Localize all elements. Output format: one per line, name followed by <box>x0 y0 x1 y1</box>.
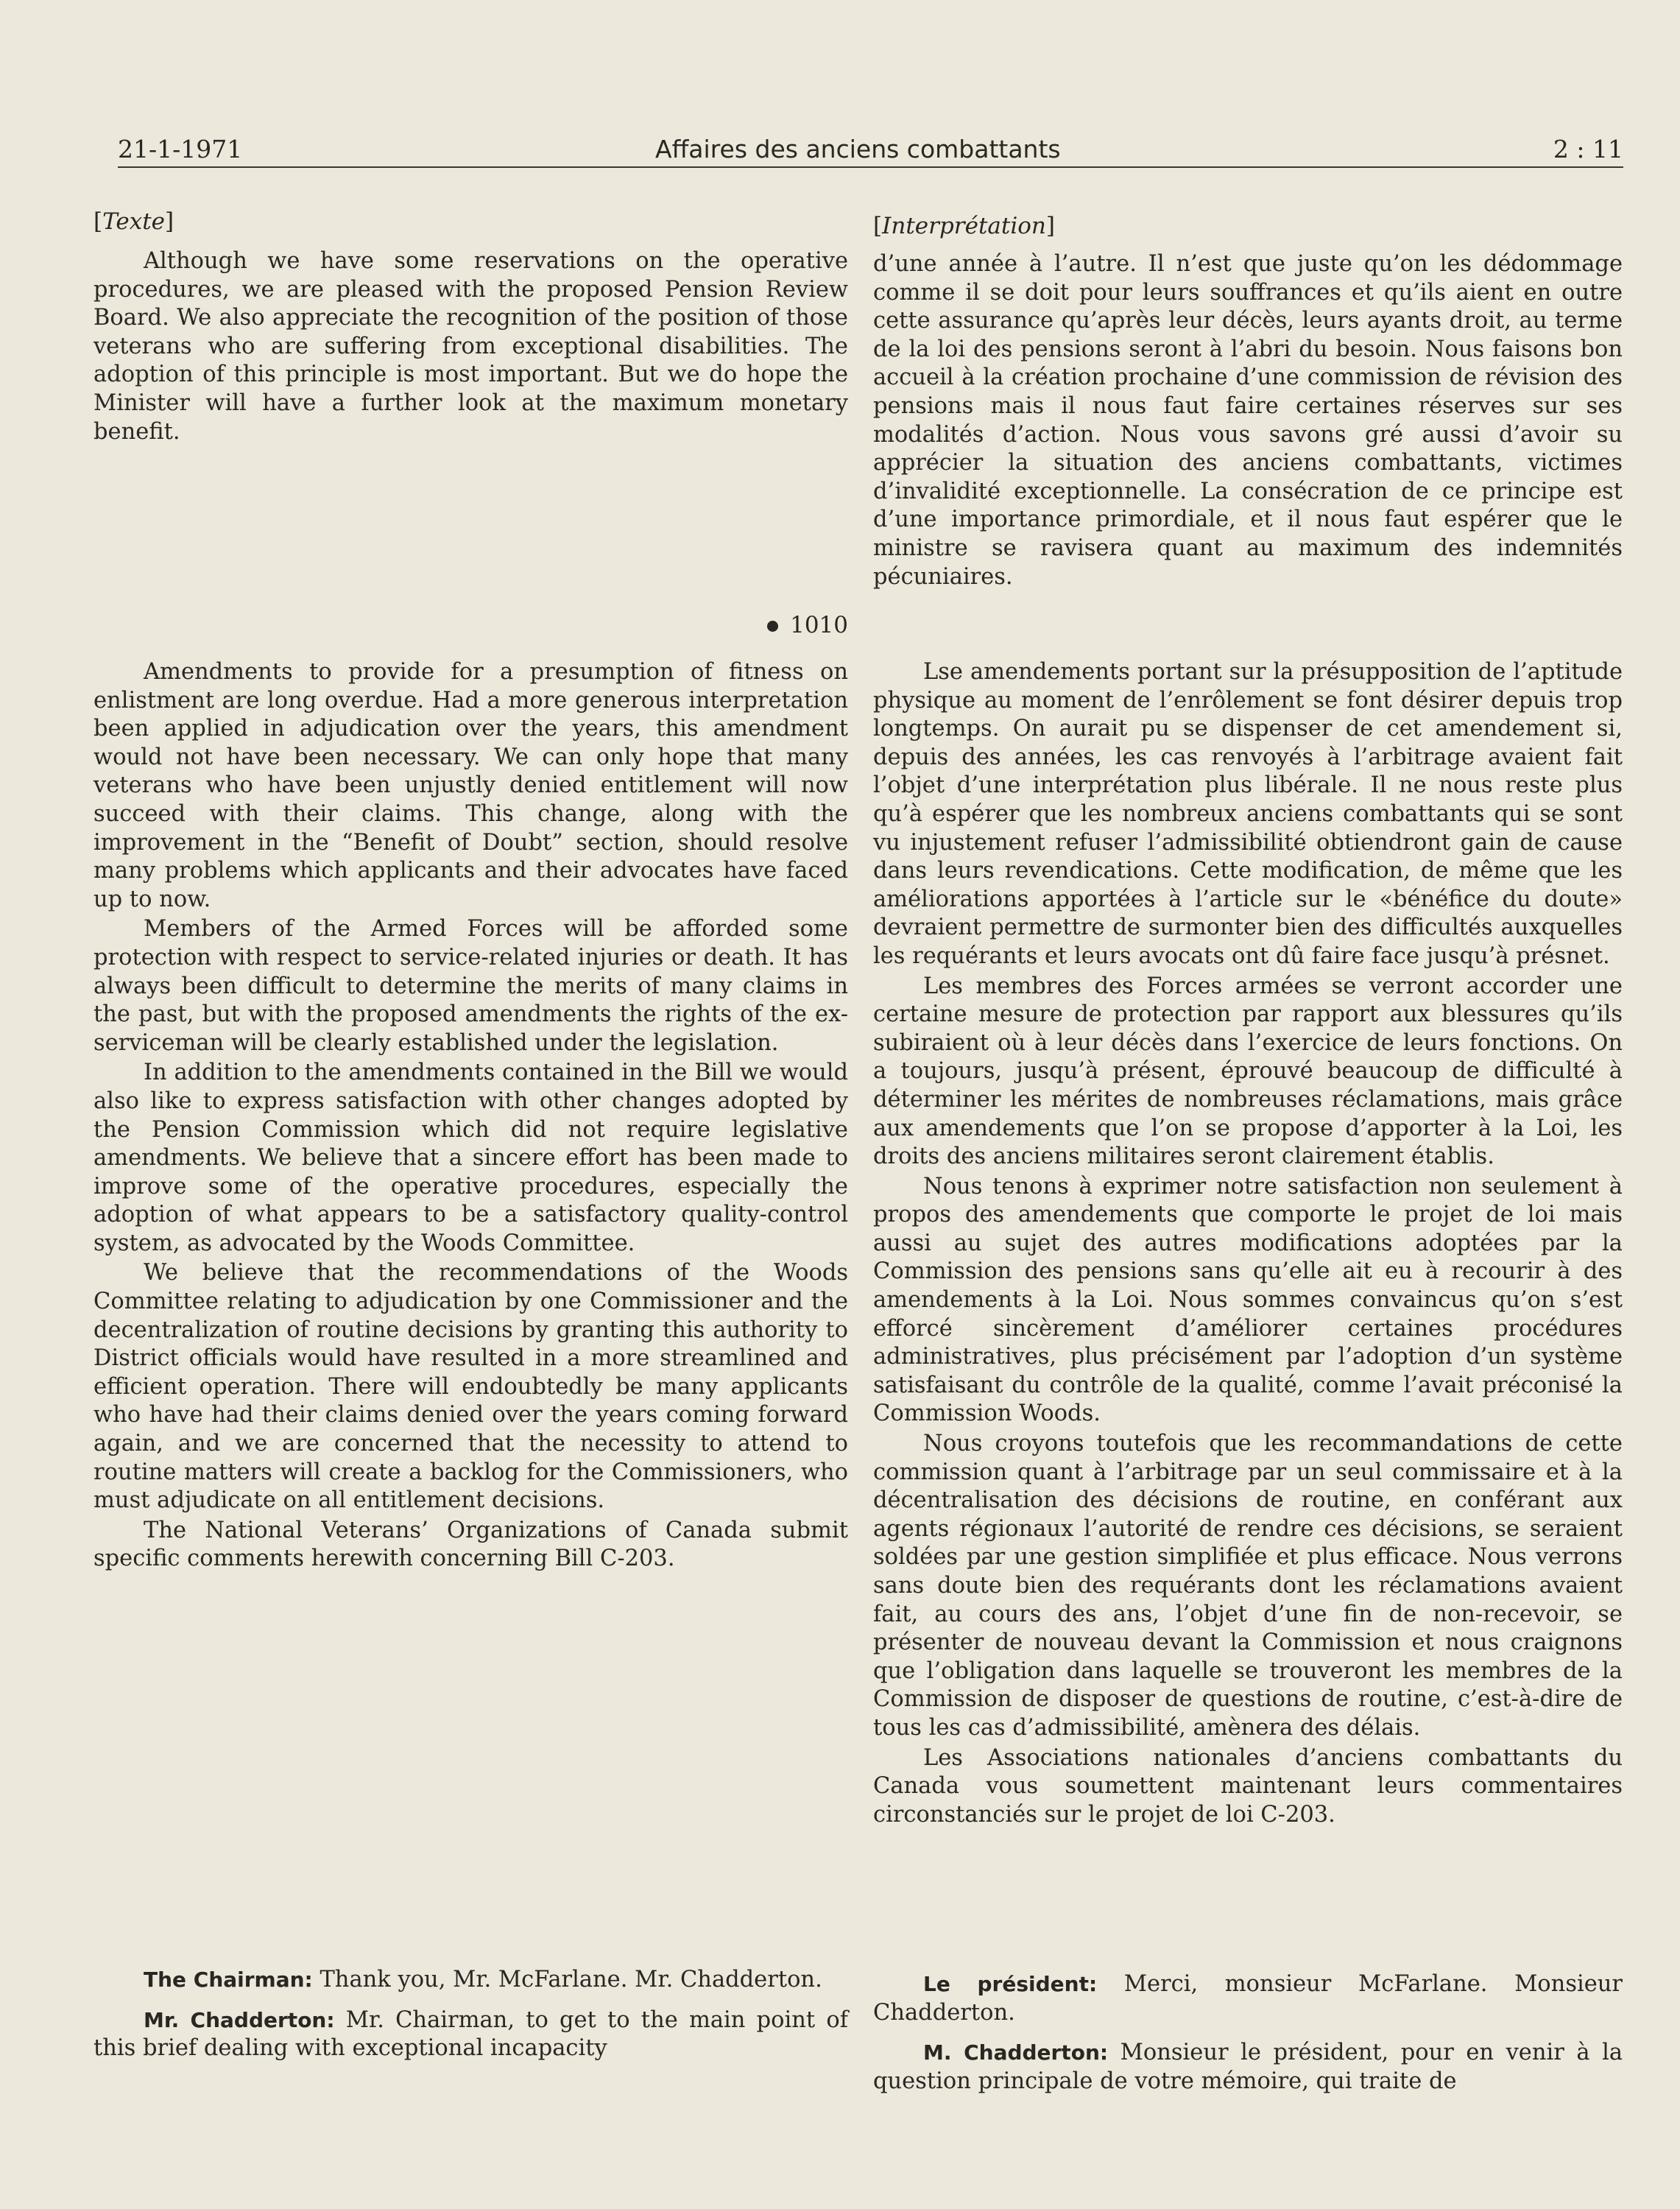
header-date: 21-1-1971 <box>118 135 243 163</box>
right-paragraph-3: Les membres des Forces armées se verront accorder une certaine mesure de protection par rapport aux blessures qu’ils subiraient où à leur décès dans l’exercice de leurs fonctions. On a toujours, jusqu’à présent, éprouvé beaucoup de difficulté à déterminer les mérites de nombreuses réclamations, mais grâce aux amendements que l’on se propose d’apporter à la Loi, les droits des anciens militaires seront clairement établis. <box>873 973 1623 1170</box>
bullet-icon <box>767 621 778 632</box>
right-paragraph-5: Nous croyons toutefois que les recommandations de cette commission quant à l’arbitrage par un seul commissaire et à la décentralisation des décisions de routine, en conférant aux agents régionaux l’autorité de rendre ces décisions, se seraient soldées par une gestion simplifiée et plus efficace. Nous verrons sans doute bien des requérants dont les réclamations avaient fait, au cours des ans, l’objet d’une fin de non-recevoir, se présenter de nouveau devant la Commission et nous craignons que l’obligation dans laquelle se trouveront les membres de la Commission de disposer de questions de routine, c’est-à-dire de tous les cas d’admissibilité, amènera des délais. <box>873 1431 1623 1741</box>
left-speech-2: Mr. Chadderton: Mr. Chairman, to get to the main point of this brief dealing with exceptional incapacity <box>93 2007 848 2062</box>
left-label-block <box>93 208 848 236</box>
left-paragraph-2: Amendments to provide for a presumption of fitness on enlistment are long overdue. Had a more generous interpretation been applied in adjudication over the years, this amendment would not have been necessary. We can only hope that many veterans who have been unjustly denied entitlement will now succeed with their claims. This change, along with the improvement in the “Benefit of Doubt” section, should resolve many problems which applicants and their advocates have faced up to now. <box>93 659 848 912</box>
left-paragraph-1: Although we have some reservations on the operative procedures, we are pleased with the proposed Pension Review Board. We also appreciate the recognition of the position of those veterans who are suffering from exceptional disabilities. The adoption of this principle is most important. But we do hope the Minister will have a further look at the maximum monetary benefit. <box>93 248 848 445</box>
right-speech-block <box>873 1970 1623 2096</box>
header-title: Affaires des anciens combattants <box>655 135 1061 163</box>
left-column-label: [Texte] <box>93 208 174 235</box>
right-block-2 <box>873 658 1623 1829</box>
left-paragraph-6: The National Veterans’ Organizations of Canada submit specific comments herewith concerning Bill C-203. <box>93 1517 848 1572</box>
left-block-2 <box>93 658 848 1574</box>
left-paragraph-5: We believe that the recommendations of the Woods Committee relating to adjudication by one Commissioner and the decentralization of routine decisions by granting this authority to District officials would have resulted in a more streamlined and efficient operation. There will endoubtedly be many applicants who have had their claims denied over the years coming forward again, and we are concerned that the necessity to attend to routine matters will create a backlog for the Commissioners, who must adjudicate on all entitlement decisions. <box>93 1260 848 1514</box>
left-paragraph-4: In addition to the amendments contained in the Bill we would also like to express satisfaction with other changes adopted by the Pension Commission which did not require legislative amendments. We believe that a sincere effort has been made to improve some of the operative procedures, especially the adoption of what appears to be a satisfactory quality-control system, as advocated by the Woods Committee. <box>93 1060 848 1256</box>
right-paragraph-2: Lse amendements portant sur la présupposition de l’aptitude physique au moment de l’enrôlement se font désirer depuis trop longtemps. On aurait pu se dispenser de cet amendement si, depuis des années, les cas renvoyés à l’arbitrage avaient fait l’objet d’une interprétation plus libérale. Il ne nous reste plus qu’à espérer que les nombreux anciens combattants qui se sont vu injustement refuser l’admissibilité obtiendront gain de cause dans leurs revendications. Cette modification, de même que les améliorations apportées à l’article sur le «bénéfice du doute» devraient permettre de surmonter bien des difficultés auxquelles les requérants et leurs avocats ont dû faire face jusqu’à présnet. <box>873 659 1623 969</box>
right-column-label: [Interprétation] <box>873 213 1056 239</box>
right-label-block <box>873 212 1623 241</box>
right-speech-1: Le président: Merci, monsieur McFarlane. Monsieur Chadderton. <box>873 1971 1623 2026</box>
right-paragraph-1: d’une année à l’autre. Il n’est que juste qu’on les dédommage comme il se doit pour leurs souffrances et qu’ils aient en outre cette assurance qu’après leur décès, leurs ayants droit, au terme de la loi des pensions seront à l’abri du besoin. Nous faisons bon accueil à la création prochaine d’une commission de révision des pensions mais il nous faut faire certaines réserves sur ses modalités d’action. Nous vous savons gré aussi d’avoir su apprécier la situation des anciens combattants, victimes d’invalidité exceptionnelle. La consécration de ce principe est d’une importance primordiale, et il nous faut espérer que le ministre se ravisera quant au maximum des indemnités pécuniaires. <box>873 251 1623 590</box>
left-speech-1: The Chairman: Thank you, Mr. McFarlane. Mr. Chadderton. <box>144 1967 822 1993</box>
right-speaker-1: Le président: <box>923 1972 1098 1996</box>
left-block-1 <box>93 247 848 446</box>
left-marker-block <box>93 611 848 640</box>
left-speaker-2: Mr. Chadderton: <box>144 2007 335 2032</box>
page-header <box>118 127 1623 168</box>
right-speech-2: M. Chadderton: Monsieur le président, pour en venir à la question principale de votre mémoire, qui traite de <box>873 2040 1623 2094</box>
header-page-number: 2 : 11 <box>1553 135 1623 163</box>
time-marker-label: 1010 <box>790 612 848 638</box>
right-block-1 <box>873 250 1623 591</box>
right-paragraph-6: Les Associations nationales d’anciens combattants du Canada vous soumettent maintenant leurs commentaires circonstanciés sur le projet de loi C-203. <box>873 1744 1623 1828</box>
right-speaker-2: M. Chadderton: <box>923 2040 1109 2065</box>
left-paragraph-3: Members of the Armed Forces will be afforded some protection with respect to service-related injuries or death. It has always been difficult to determine the merits of many claims in the past, but with the proposed amendments the rights of the ex-serviceman will be clearly established under the legislation. <box>93 916 848 1056</box>
left-speech-block <box>93 1966 848 2063</box>
left-speaker-1: The Chairman: <box>144 1967 313 1992</box>
time-marker <box>93 611 848 640</box>
right-paragraph-4: Nous tenons à exprimer notre satisfaction non seulement à propos des amendements que comporte le projet de loi mais aussi au sujet des autres modifications adoptées par la Commission des pensions sans qu’elle ait eu à recourir à des amendements à la Loi. Nous sommes convaincus qu’on s’est efforcé sincèrement d’améliorer certaines procédures administratives, plus précisément par l’adoption d’un système satisfaisant du contrôle de la qualité, comme l’avait préconisé la Commission Woods. <box>873 1173 1623 1427</box>
